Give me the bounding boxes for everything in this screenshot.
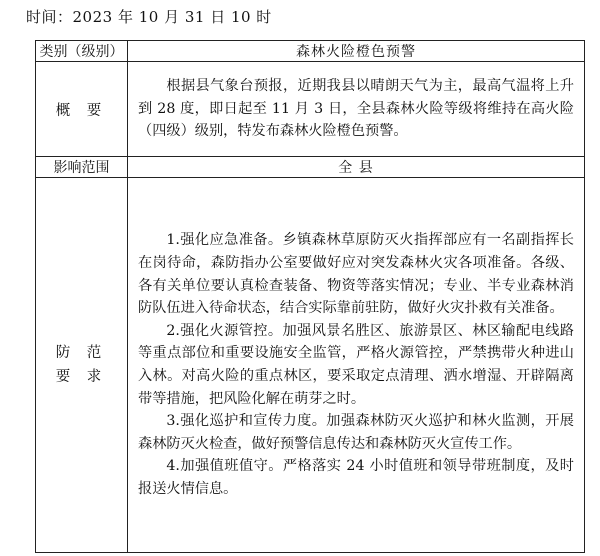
warning-notice-table [35, 40, 585, 553]
issue-time: 时间：2023 年 10 月 31 日 10 时 [26, 8, 272, 26]
requirements-row [36, 178, 585, 553]
scope-row [36, 157, 585, 178]
requirements-label-line2: 要 求 [55, 369, 108, 385]
category-row [36, 41, 585, 62]
summary-row [36, 62, 585, 157]
requirement-item: 1.强化应急准备。乡镇森林草原防灭火指挥部应有一名副指挥长在岗待命，森防指办公室要做好应对突发森林火灾各项准备。各级、各有关单位要认真检查装备、物资等落实情况；专业、半专业森林消防队伍进入待命状态，结合实际靠前驻防，做好火灾扑救有关准备。 [138, 232, 574, 317]
requirements-label-line1: 防 范 [55, 345, 108, 361]
scope-value: 全 县 [128, 157, 585, 178]
summary-cell [128, 62, 585, 157]
category-value: 森林火险橙色预警 [128, 41, 585, 62]
requirements-label [36, 178, 128, 553]
scope-label: 影响范围 [36, 157, 128, 178]
requirement-item: 2.强化火源管控。加强风景名胜区、旅游景区、林区输配电线路等重点部位和重要设施安全监管，严格火源管控，严禁携带火种进山入林。对高火险的重点林区，要采取定点清理、洒水增湿、开辟隔离带等措施，把风险化解在萌芽之时。 [138, 322, 574, 407]
category-label: 类别（级别） [36, 41, 128, 62]
summary-label: 概 要 [36, 62, 128, 157]
requirement-item: 4.加强值班值守。严格落实 24 小时值班和领导带班制度，及时报送火情信息。 [138, 458, 574, 497]
requirement-item: 3.强化巡护和宣传力度。加强森林防灭火巡护和林火监测，开展森林防灭火检查，做好预警信息传达和森林防灭火宣传工作。 [138, 413, 574, 452]
summary-text: 根据县气象台预报，近期我县以晴朗天气为主，最高气温将上升到 28 度，即日起至 11 月 3 日，全县森林火险等级将维持在高火险（四级）级别，特发布森林火险橙色预警。 [138, 78, 574, 140]
requirements-cell [128, 178, 585, 553]
